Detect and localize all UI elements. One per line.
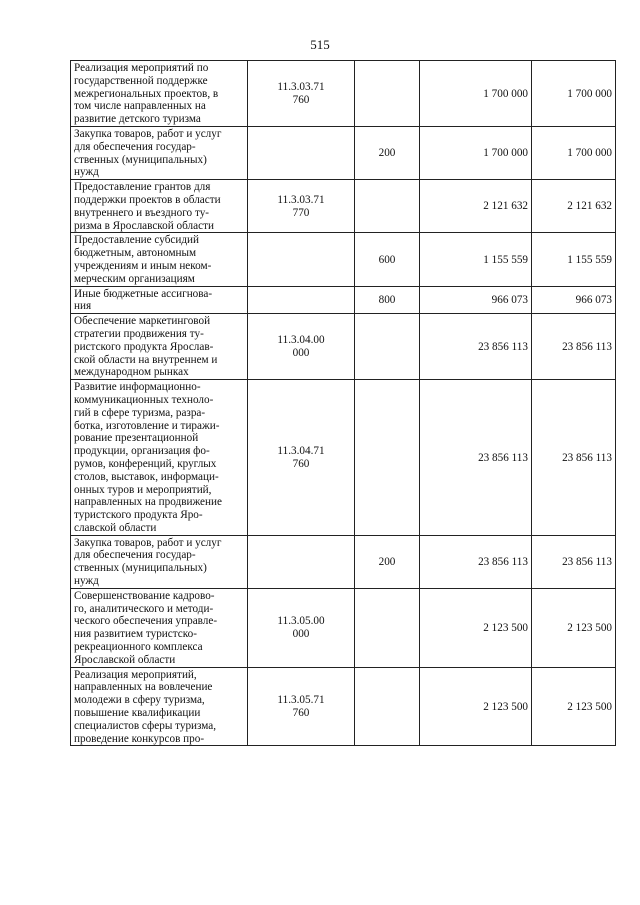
target-article-code-line: 11.3.05.71	[277, 694, 325, 707]
item-name-line: повышение квалификации	[74, 707, 201, 720]
item-name-line: Совершенствование кадрово-	[74, 589, 215, 602]
item-name-line: государственной поддержке	[74, 74, 208, 87]
target-article-code-line: 11.3.03.71	[277, 81, 325, 94]
amount-cell-first: 2 121 632	[420, 180, 532, 233]
table-row	[71, 286, 616, 314]
item-name-line: нужд	[74, 166, 99, 179]
table-row	[71, 314, 616, 380]
amount-cell-second: 23 856 113	[532, 380, 616, 536]
item-name-line: молодежи в сферу туризма,	[74, 694, 205, 707]
item-name-cell	[71, 588, 248, 667]
amount-cell-first: 1 155 559	[420, 233, 532, 286]
item-name-cell	[71, 61, 248, 127]
target-article-code-line: 11.3.04.00	[277, 334, 325, 347]
item-name-line: мерческим организациям	[74, 272, 195, 285]
item-name-line: столов, выставок, информаци-	[74, 470, 219, 483]
budget-table	[70, 60, 616, 746]
item-name-line: румов, конференций, круглых	[74, 457, 217, 470]
table-row	[71, 126, 616, 179]
item-name-line: продукции, организация фо-	[74, 445, 210, 458]
table-row	[71, 667, 616, 746]
item-name-line: ния развитием туристско-	[74, 628, 197, 641]
table-row	[71, 61, 616, 127]
target-article-code-cell	[248, 286, 355, 314]
expense-type-cell: 800	[355, 286, 420, 314]
expense-type-cell	[355, 61, 420, 127]
table-row	[71, 233, 616, 286]
item-name-line: бюджетным, автономным	[74, 247, 197, 260]
item-name-line: ния	[74, 300, 92, 313]
amount-cell-second: 2 123 500	[532, 667, 616, 746]
amount-cell-first: 23 856 113	[420, 535, 532, 588]
item-name-line: го, аналитического и методи-	[74, 602, 214, 615]
page-number: 515	[310, 37, 330, 52]
item-name-cell	[71, 667, 248, 746]
amount-cell-second: 23 856 113	[532, 314, 616, 380]
item-name-cell	[71, 126, 248, 179]
amount-cell-second: 2 121 632	[532, 180, 616, 233]
amount-cell-first: 23 856 113	[420, 380, 532, 536]
amount-cell-first: 2 123 500	[420, 588, 532, 667]
target-article-code-cell	[248, 535, 355, 588]
expense-type-cell	[355, 588, 420, 667]
item-name-line: ственных (муниципальных)	[74, 153, 207, 166]
expense-type-cell	[355, 314, 420, 380]
item-name-line: Обеспечение маркетинговой	[74, 315, 211, 328]
table-row	[71, 535, 616, 588]
item-name-line: направленных на продвижение	[74, 496, 222, 509]
item-name-line: рование презентационной	[74, 432, 199, 445]
target-article-code-cell	[248, 180, 355, 233]
expense-type-cell	[355, 180, 420, 233]
target-article-code-line: 770	[292, 206, 310, 219]
item-name-cell	[71, 180, 248, 233]
target-article-code-cell	[248, 61, 355, 127]
target-article-code-line: 760	[292, 707, 310, 720]
item-name-cell	[71, 314, 248, 380]
amount-cell-second: 2 123 500	[532, 588, 616, 667]
item-name-line: том числе направленных на	[74, 100, 206, 113]
item-name-line: ботка, изготовление и тиражи-	[74, 419, 220, 432]
item-name-line: Иные бюджетные ассигнова-	[74, 287, 213, 300]
item-name-line: для обеспечения государ-	[74, 549, 196, 562]
item-name-line: Предоставление субсидий	[74, 234, 200, 247]
item-name-cell	[71, 380, 248, 536]
item-name-line: Реализация мероприятий,	[74, 668, 197, 681]
item-name-line: международном рынках	[74, 366, 189, 379]
item-name-line: ческого обеспечения управле-	[74, 615, 218, 628]
item-name-line: специалистов сферы туризма,	[74, 719, 217, 732]
item-name-line: коммуникационных техноло-	[74, 393, 214, 406]
target-article-code-cell	[248, 588, 355, 667]
amount-cell-second: 1 700 000	[532, 126, 616, 179]
item-name-line: ристского продукта Ярослав-	[74, 340, 214, 353]
target-article-code-line: 11.3.05.00	[277, 615, 325, 628]
target-article-code-cell	[248, 314, 355, 380]
expense-type-cell	[355, 667, 420, 746]
item-name-cell	[71, 535, 248, 588]
amount-cell-first: 23 856 113	[420, 314, 532, 380]
item-name-line: учреждениям и иным неком-	[74, 259, 212, 272]
item-name-line: гий в сфере туризма, разра-	[74, 406, 206, 419]
item-name-line: нужд	[74, 575, 99, 588]
item-name-line: внутреннего и въездного ту-	[74, 206, 210, 219]
amount-cell-second: 1 700 000	[532, 61, 616, 127]
item-name-line: стратегии продвижения ту-	[74, 327, 204, 340]
target-article-code-cell	[248, 667, 355, 746]
item-name-line: Закупка товаров, работ и услуг	[74, 536, 222, 549]
item-name-cell	[71, 286, 248, 314]
target-article-code-cell	[248, 233, 355, 286]
target-article-code-line: 11.3.04.71	[277, 445, 325, 458]
expense-type-cell: 600	[355, 233, 420, 286]
table-row	[71, 588, 616, 667]
item-name-line: поддержки проектов в области	[74, 193, 221, 206]
item-name-line: рекреационного комплекса	[74, 641, 203, 654]
amount-cell-first: 966 073	[420, 286, 532, 314]
expense-type-cell	[355, 380, 420, 536]
item-name-line: Ярославской области	[74, 653, 176, 666]
budget-table-body	[71, 61, 616, 746]
item-name-line: туристского продукта Яро-	[74, 509, 203, 522]
amount-cell-first: 1 700 000	[420, 61, 532, 127]
item-name-line: проведение конкурсов про-	[74, 732, 205, 745]
target-article-code-line: 760	[292, 457, 310, 470]
expense-type-cell: 200	[355, 126, 420, 179]
item-name-line: онных туров и мероприятий,	[74, 483, 212, 496]
table-row	[71, 180, 616, 233]
amount-cell-first: 1 700 000	[420, 126, 532, 179]
amount-cell-second: 23 856 113	[532, 535, 616, 588]
expense-type-cell: 200	[355, 535, 420, 588]
item-name-line: направленных на вовлечение	[74, 681, 213, 694]
target-article-code-cell	[248, 126, 355, 179]
amount-cell-first: 2 123 500	[420, 667, 532, 746]
item-name-line: Предоставление грантов для	[74, 181, 211, 194]
item-name-line: развитие детского туризма	[74, 113, 201, 126]
target-article-code-cell	[248, 380, 355, 536]
item-name-line: Развитие информационно-	[74, 381, 201, 394]
item-name-line: славской области	[74, 521, 157, 534]
item-name-line: Закупка товаров, работ и услуг	[74, 127, 222, 140]
item-name-line: ской области на внутреннем и	[74, 353, 218, 366]
item-name-line: Реализация мероприятий по	[74, 62, 209, 74]
target-article-code-line: 760	[292, 93, 310, 106]
target-article-code-line: 000	[292, 347, 310, 360]
target-article-code-line: 11.3.03.71	[277, 193, 325, 206]
target-article-code-line: 000	[292, 628, 310, 641]
item-name-line: ственных (муниципальных)	[74, 562, 207, 575]
table-row	[71, 380, 616, 536]
item-name-cell	[71, 233, 248, 286]
amount-cell-second: 966 073	[532, 286, 616, 314]
item-name-line: для обеспечения государ-	[74, 140, 196, 153]
amount-cell-second: 1 155 559	[532, 233, 616, 286]
item-name-line: межрегиональных проектов, в	[74, 87, 219, 100]
item-name-line: ризма в Ярославской области	[74, 219, 214, 232]
